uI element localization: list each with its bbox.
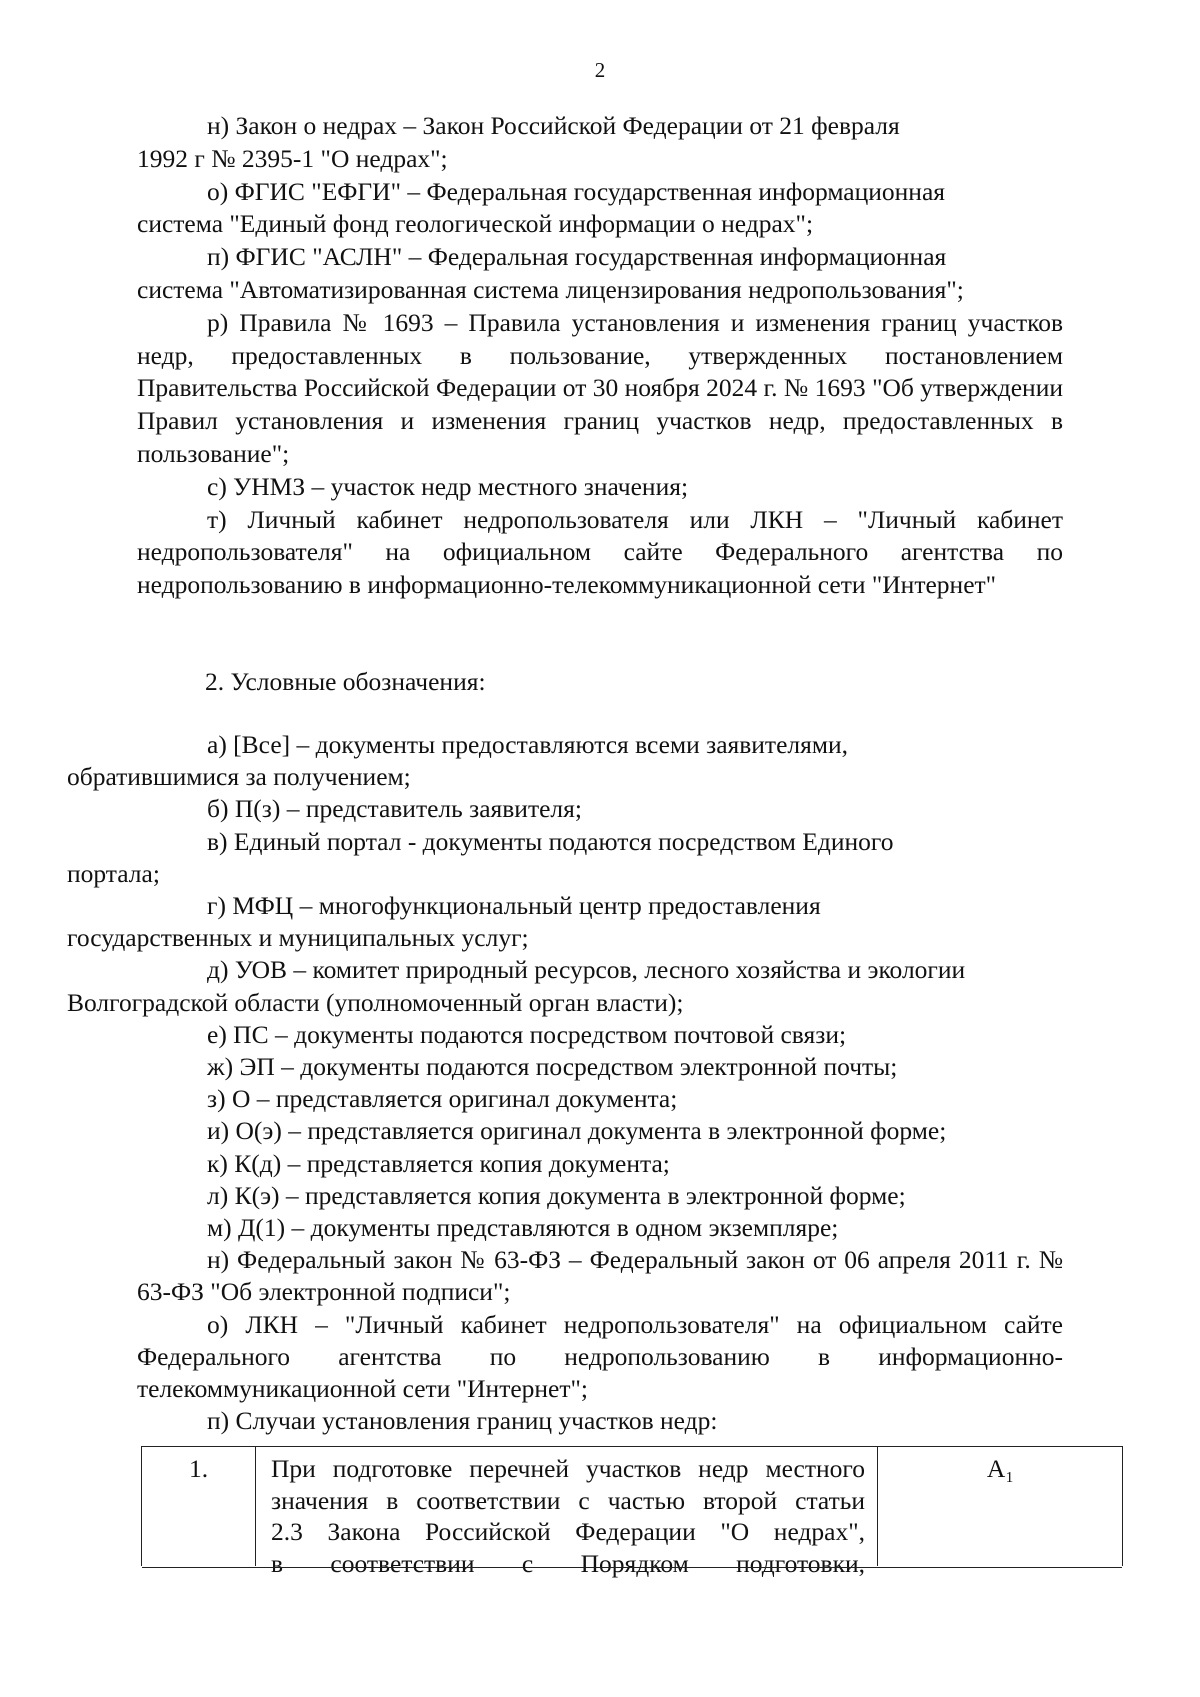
legend-item: н) Федеральный закон № 63-ФЗ – Федеральный закон от 06 апреля 2011 г. № 63-ФЗ "Об электронной подписи"; [137,1245,1064,1307]
definition-item: т) Личный кабинет недропользователя или ЛКН – "Личный кабинет недропользователя" на официальном сайте Федерального агентства по недропользованию в информационно-телекоммуникационной сети "Интернет" [137,504,1064,600]
legend-item: ж) ЭП – документы подаются посредством электронной почты; [207,1052,898,1082]
section-2-heading: 2. Условные обозначения: [205,667,486,696]
legend-item: з) О – представляется оригинал документа; [207,1084,678,1114]
legend-item: б) П(з) – представитель заявителя; [207,794,582,824]
legend-item: п) Случаи установления границ участков недр: [207,1406,718,1436]
boundary-cases-table [141,1446,1123,1578]
legend-item: а) [Все] – документы предоставляются всеми заявителями, обратившимися за получением; [67,730,848,792]
table-row-divider [142,1567,1122,1568]
legend-item: е) ПС – документы подаются посредством почтовой связи; [207,1019,847,1049]
definitions-section [137,110,1063,602]
legend-item: и) О(э) – представляется оригинал документа в электронной форме; [207,1116,947,1146]
legend-section [67,729,1064,1437]
definition-item: р) Правила № 1693 – Правила установления и изменения границ участков недр, предоставленных в пользование, утвержденных постановлением Правительства Российской Федерации от 30 ноября 2024 г. № 1693 "Об утверждении Правил установления и изменения границ участков недр, предоставленных в пользование"; [137,307,1064,468]
definition-item: н) Закон о недрах – Закон Российской Федерации от 21 февраля 1992 г № 2395-1 "О недрах"; [137,111,900,173]
section-heading [137,666,1063,699]
legend-item: о) ЛКН – "Личный кабинет недропользователя" на официальном сайте Федерального агентства по недропользованию в информационно- телекоммуникационной сети "Интернет"; [137,1309,1063,1404]
page-number: 2 [594,58,606,82]
table-cell-number: 1. [142,1447,256,1566]
definition-item: о) ФГИС "ЕФГИ" – Федеральная государственная информационная система "Единый фонд геологической информации о недрах"; [137,176,945,239]
legend-item: г) МФЦ – многофункциональный центр предоставления государственных и муниципальных услуг; [67,891,821,953]
table-cell-code: A₁ [986,1454,1015,1483]
table-cell-description: При подготовке перечней участков недр местного значения в соответствии с частью второй статьи 2.3 Закона Российской Федерации "О недрах", в соответствии с Порядком подготовки, [257,1447,878,1566]
legend-item: к) К(д) – представляется копия документа; [207,1148,670,1178]
legend-item: д) УОВ – комитет природный ресурсов, лесного хозяйства и экологии Волгоградской области (уполномоченный орган власти); [67,955,966,1017]
legend-item: л) К(э) – представляется копия документа в электронной форме; [207,1180,906,1210]
legend-item: в) Единый портал - документы подаются посредством Единого портала; [67,826,894,888]
definition-item: с) УНМЗ – участок недр местного значения; [207,471,689,501]
legend-item: м) Д(1) – документы представляются в одном экземпляре; [207,1213,839,1243]
definition-item: п) ФГИС "АСЛН" – Федеральная государственная информационная система "Автоматизированная система лицензирования недропользования"; [137,242,964,304]
